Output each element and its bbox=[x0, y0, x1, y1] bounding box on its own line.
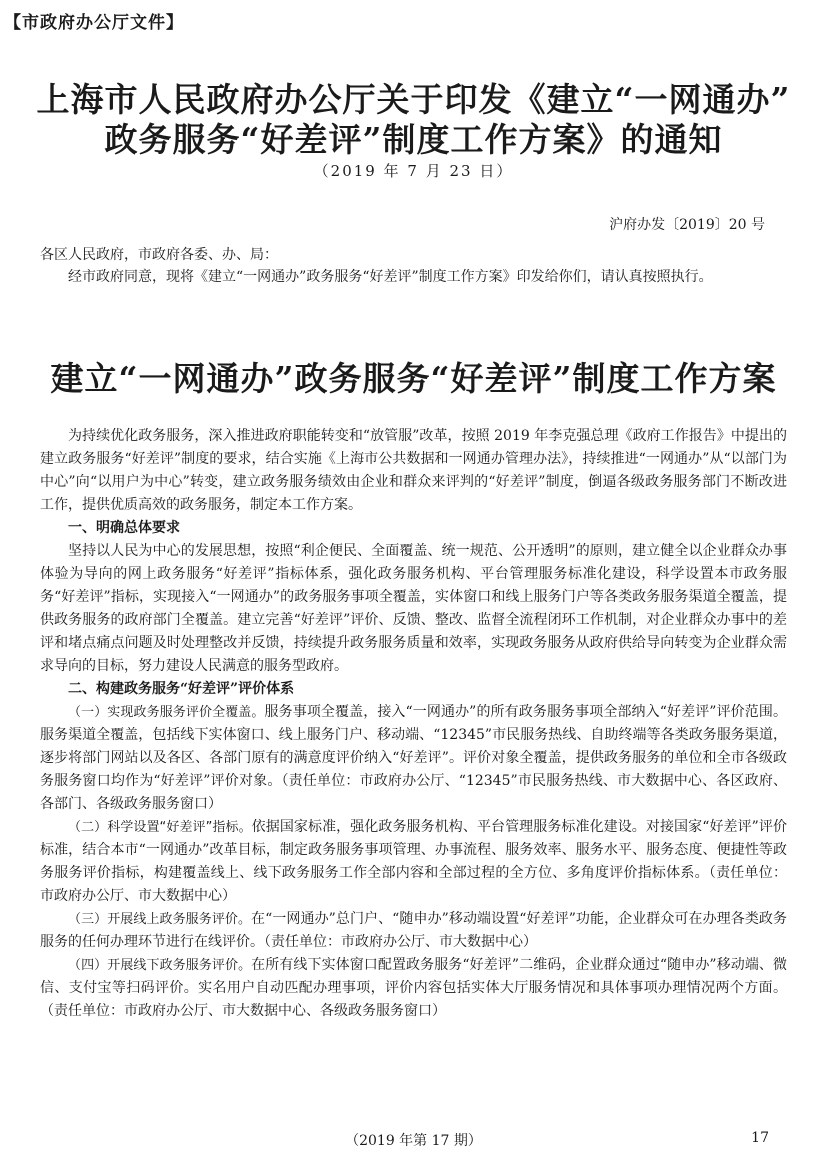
section-1-paragraph: 坚持以人民为中心的发展思想，按照“利企便民、全面覆盖、统一规范、公开透明”的原则，建立健全以企业群众办事体验为导向的网上政务服务“好差评”指标体系，强化政务服务机构、平台管理服务标准化建设，科学设置本市政务服务“好差评”指标，实现接入“一网通办”的政务服务事项全覆盖，实体窗口和线上服务门户等各类政务服务渠道全覆盖，提供政务服务的政府部门全覆盖。建立完善“好差评”评价、反馈、整改、监督全流程闭环工作机制，对企业群众办事中的差评和堵点痛点问题及时处理整改并反馈，持续提升政务服务质量和效率，实现政务服务从政府供给导向转变为企业群众需求导向的目标，努力建设人民满意的服务型政府。 bbox=[40, 543, 787, 674]
subsection-1-text: 服务事项全覆盖，接入“一网通办”的所有政务服务事项全部纳入“好差评”评价范围。服务渠道全覆盖，包括线下实体窗口、线上服务门户、移动端、“12345”市民服务热线、自助终端等各类政务服务渠道，逐步将部门网站以及各区、各部门原有的满意度评价纳入“好差评”。评价对象全覆盖，提供政务服务的单位和全市各级政务服务窗口均作为“好差评”评价对象。（责任单位：市政府办公厅、“12345”市民服务热线、市大数据中心、各区政府、各部门、各级政务服务窗口） bbox=[40, 704, 787, 812]
notice-title-line-2: 政务服务“好差评”制度工作方案》的通知 bbox=[104, 120, 723, 159]
section-heading-1: 一、明确总体要求 bbox=[68, 520, 180, 536]
subsection-2 bbox=[40, 816, 787, 908]
issue-footer: （2019 年第 17 期） bbox=[345, 1133, 482, 1149]
subsection-1-title: （一）实现政务服务评价全覆盖。 bbox=[68, 705, 265, 720]
subsection-3-title: （三）开展线上政务服务评价。 bbox=[68, 912, 252, 927]
addressee: 各区人民政府，市政府各委、办、局： bbox=[40, 247, 278, 263]
document-number: 沪府办发〔2019〕20 号 bbox=[609, 217, 765, 233]
section-heading-2: 二、构建政务服务“好差评”评价体系 bbox=[68, 681, 295, 697]
plan-preamble: 为持续优化政务服务，深入推进政府职能转变和“放管服”改革，按照 2019 年李克强总理《政府工作报告》中提出的建立政务服务“好差评”制度的要求，结合实施《上海市公共数据和一网通办管理办法》，持续推进“一网通办”从“以部门为中心”向“以用户为中心”转变，建立政务服务绩效由企业和群众来评判的“好差评”制度，倒逼各级政务服务部门不断改进工作，提供优质高效的政务服务，制定本工作方案。 bbox=[40, 428, 787, 513]
subsection-2-text: 依据国家标准，强化政务服务机构、平台管理服务标准化建设。对接国家“好差评”评价标准，结合本市“一网通办”改革目标，制定政务服务事项管理、办事流程、服务效率、服务水平、服务态度、便捷性等政务服务评价指标，构建覆盖线上、线下政务服务工作全部内容和全部过程的全方位、多角度评价指标体系。（责任单位：市政府办公厅、市大数据中心） bbox=[40, 819, 787, 904]
issue-date: （2019 年 7 月 23 日） bbox=[313, 162, 514, 180]
subsection-4-text: 在所有线下实体窗口配置政务服务“好差评”二维码，企业群众通过“随申办”移动端、微信、支付宝等扫码评价。实名用户自动匹配办理事项，评价内容包括实体大厅服务情况和具体事项办理情况两个方面。（责任单位：市政府办公厅、市大数据中心、各级政务服务窗口） bbox=[40, 957, 787, 1019]
notice-intro: 经市政府同意，现将《建立“一网通办”政务服务“好差评”制度工作方案》印发给你们，请认真按照执行。 bbox=[68, 269, 713, 285]
subsection-1 bbox=[40, 701, 787, 816]
subsection-4 bbox=[40, 954, 787, 1023]
subsection-4-title: （四）开展线下政务服务评价。 bbox=[68, 958, 252, 973]
subsection-3 bbox=[40, 908, 787, 954]
plan-title: 建立“一网通办”政务服务“好差评”制度工作方案 bbox=[50, 359, 777, 398]
subsection-2-title: （二）科学设置“好差评”指标。 bbox=[68, 820, 252, 835]
notice-title-line-1: 上海市人民政府办公厅关于印发《建立“一网通办” bbox=[36, 80, 791, 119]
plan-body bbox=[40, 425, 787, 1023]
page-number: 17 bbox=[751, 1130, 769, 1146]
section-tag: 【市政府办公厅文件】 bbox=[4, 13, 184, 33]
subsection-3-text: 在“一网通办”总门户、“随申办”移动端设置“好差评”功能，企业群众可在办理各类政务服务的任何办理环节进行在线评价。（责任单位：市政府办公厅、市大数据中心） bbox=[40, 911, 787, 950]
